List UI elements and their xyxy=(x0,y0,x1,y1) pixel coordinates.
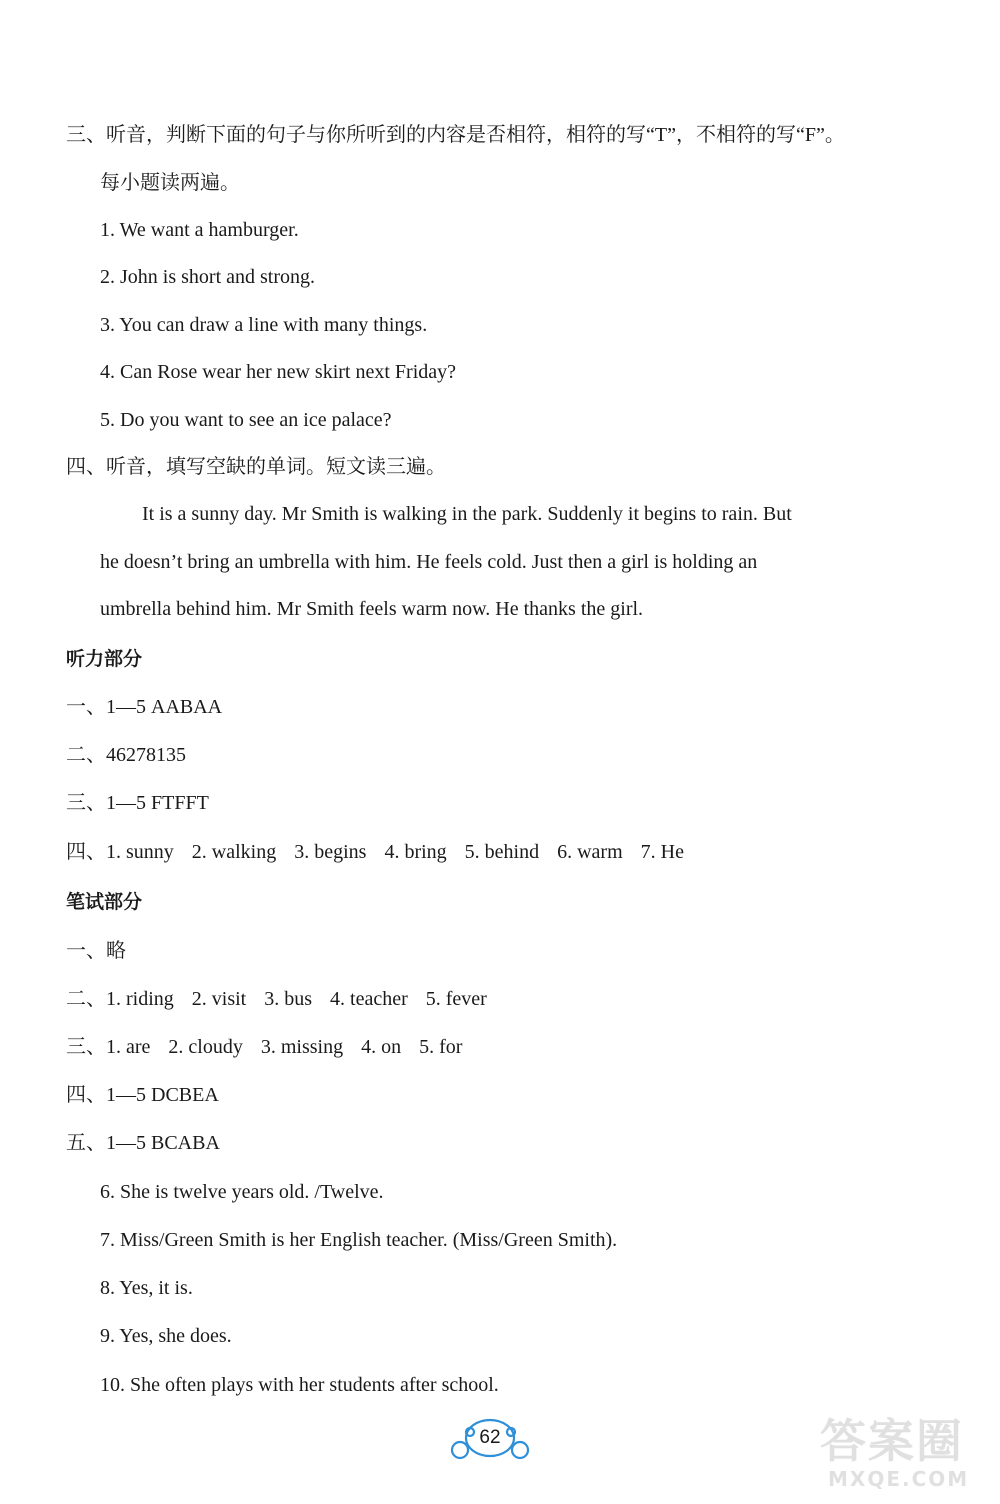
section3-subtitle: 每小题读两遍。 xyxy=(100,172,240,194)
watermark-logo xyxy=(820,1405,990,1500)
written-answer-3-prefix: 三、 xyxy=(66,1036,106,1058)
section4-title: 四、听音，填写空缺的单词。短文读三遍。 xyxy=(66,456,446,478)
written-answer-2 xyxy=(66,986,505,1012)
answer-item: 5. behind xyxy=(464,841,540,863)
section3-item-5: 5. Do you want to see an ice palace? xyxy=(100,409,392,431)
page-number: 62 xyxy=(479,1427,501,1448)
section3-item-1: 1. We want a hamburger. xyxy=(100,219,299,241)
written-answer-10: 10. She often plays with her students after school. xyxy=(100,1374,499,1396)
listening-answer-3: 三、1—5 FTFFT xyxy=(66,792,209,814)
answer-item: 2. visit xyxy=(191,988,247,1010)
passage-line-2: he doesn’t bring an umbrella with him. He feels cold. Just then a girl is holding an xyxy=(100,551,758,573)
passage-line-1: It is a sunny day. Mr Smith is walking in the park. Suddenly it begins to rain. But xyxy=(142,503,792,525)
section3-item-3: 3. You can draw a line with many things. xyxy=(100,314,428,336)
watermark-title: 答案圈 xyxy=(820,1414,964,1468)
written-heading: 笔试部分 xyxy=(66,891,143,913)
section3-item-4: 4. Can Rose wear her new skirt next Friday? xyxy=(100,361,457,383)
written-answer-7: 7. Miss/Green Smith is her English teacher. (Miss/Green Smith). xyxy=(100,1229,618,1251)
answer-item: 1. sunny xyxy=(106,841,174,863)
written-answer-8: 8. Yes, it is. xyxy=(100,1277,193,1299)
answer-item: 7. He xyxy=(640,841,684,863)
answer-item: 1. riding xyxy=(106,988,174,1010)
watermark-url: MXQE.COM xyxy=(828,1467,970,1491)
answer-item: 5. for xyxy=(419,1036,463,1058)
page-number-badge xyxy=(440,1408,540,1468)
written-answer-2-prefix: 二、 xyxy=(66,988,106,1010)
answer-item: 4. teacher xyxy=(330,988,408,1010)
answer-item: 1. are xyxy=(106,1036,151,1058)
answer-item: 2. walking xyxy=(191,841,277,863)
answer-item: 2. cloudy xyxy=(168,1036,243,1058)
answer-item: 3. missing xyxy=(260,1036,344,1058)
answer-item: 4. bring xyxy=(384,841,447,863)
section3-item-2: 2. John is short and strong. xyxy=(100,266,315,288)
answer-item: 5. fever xyxy=(425,988,487,1010)
answer-item: 3. bus xyxy=(264,988,313,1010)
section3-title: 三、听音，判断下面的句子与你所听到的内容是否相符，相符的写“T”，不相符的写“F”。 xyxy=(66,124,845,146)
written-answer-5: 五、1—5 BCABA xyxy=(66,1132,220,1154)
written-answer-6: 6. She is twelve years old. /Twelve. xyxy=(100,1181,384,1203)
listening-answer-1: 一、1—5 AABAA xyxy=(66,696,223,718)
written-answer-4: 四、1—5 DCBEA xyxy=(66,1084,219,1106)
answer-item: 3. begins xyxy=(294,841,367,863)
answer-item: 6. warm xyxy=(557,841,623,863)
listening-heading: 听力部分 xyxy=(66,648,143,670)
answer-item: 4. on xyxy=(361,1036,402,1058)
listening-answer-2: 二、46278135 xyxy=(66,744,186,766)
written-answer-3 xyxy=(66,1034,480,1060)
written-answer-1: 一、略 xyxy=(66,940,126,962)
listening-answer-4 xyxy=(66,839,702,865)
written-answer-9: 9. Yes, she does. xyxy=(100,1325,232,1347)
passage-line-3: umbrella behind him. Mr Smith feels warm now. He thanks the girl. xyxy=(100,598,644,620)
listening-answer-4-prefix: 四、 xyxy=(66,841,106,863)
